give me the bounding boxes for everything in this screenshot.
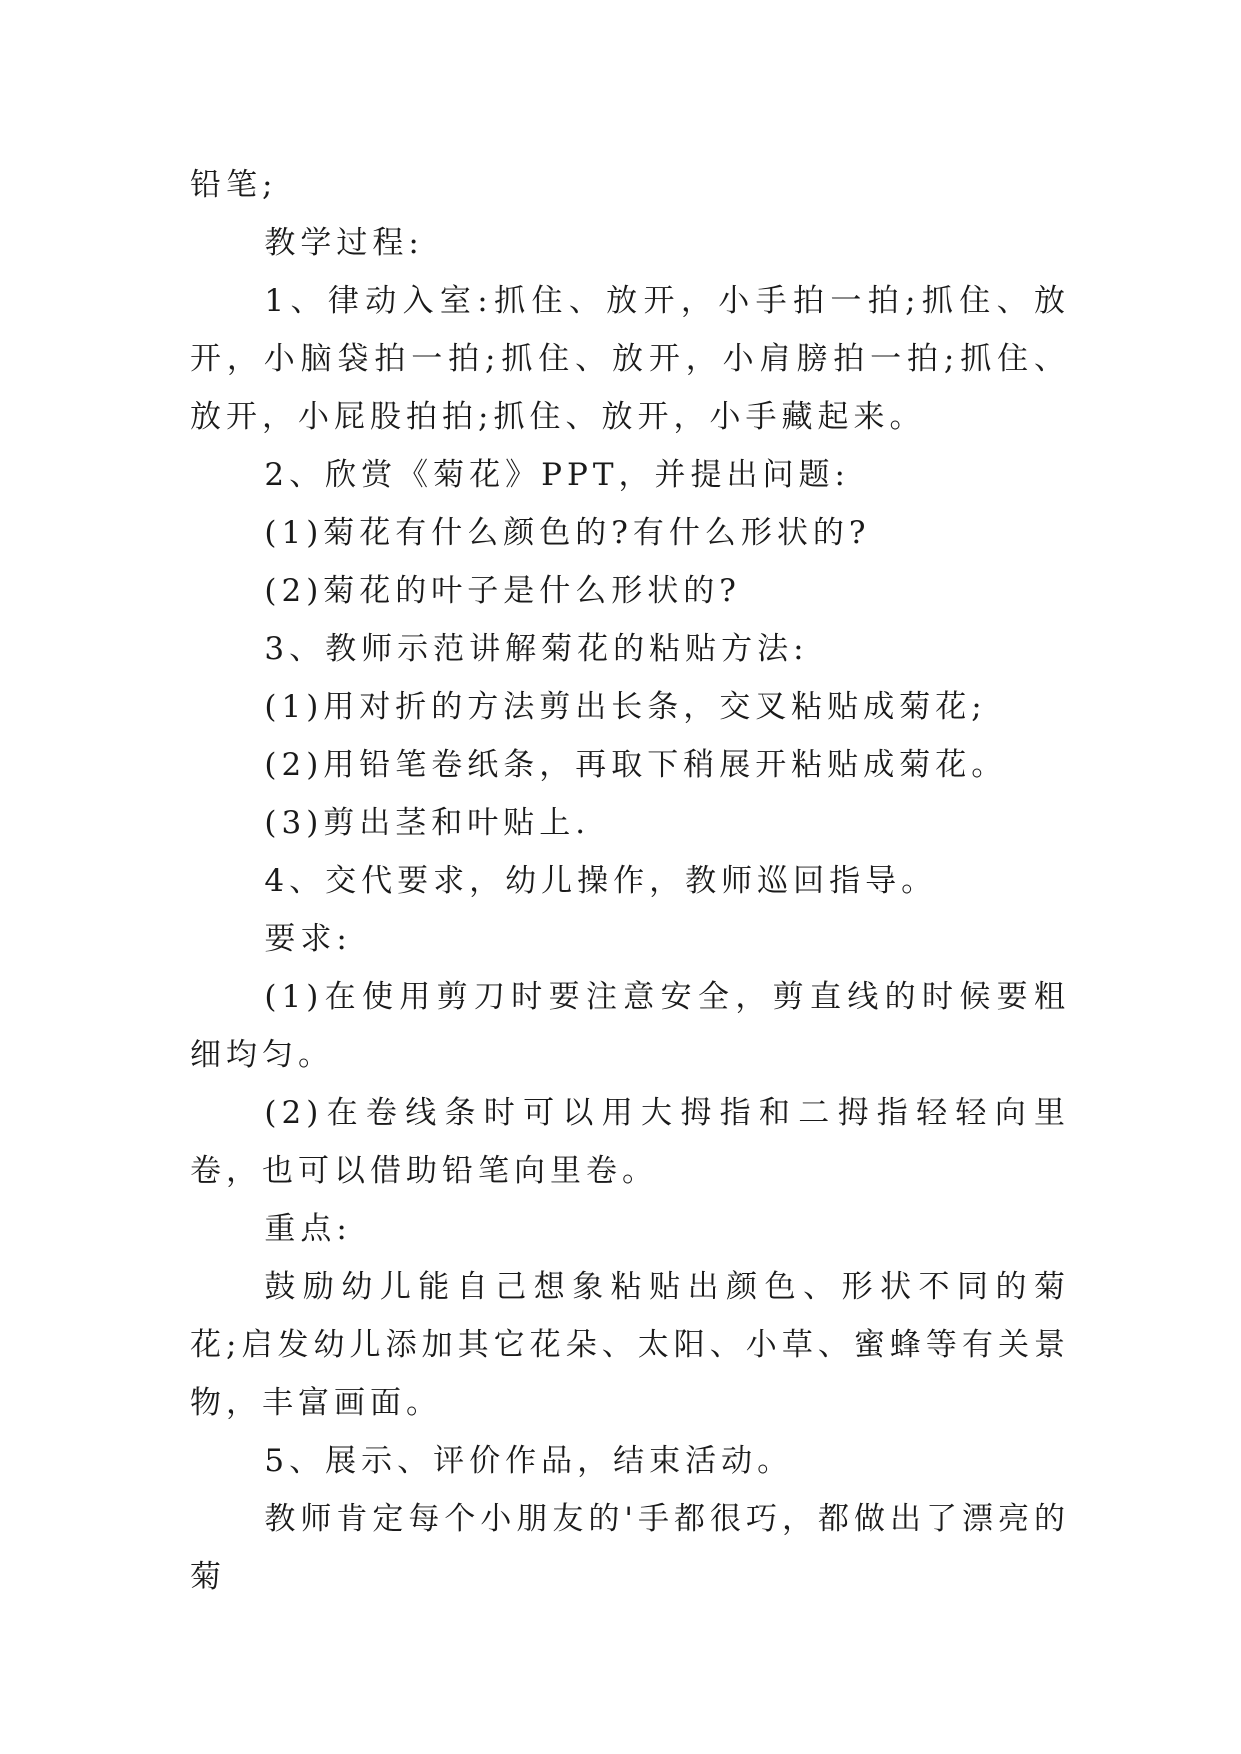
paragraph-requirement-1: (1)在使用剪刀时要注意安全，剪直线的时候要粗细均匀。 <box>190 979 1070 1073</box>
heading-requirements: 要求: <box>264 921 352 957</box>
paragraph-question-1: (1)菊花有什么颜色的?有什么形状的? <box>264 515 871 551</box>
paragraph-method-3: (3)剪出茎和叶贴上. <box>264 805 591 841</box>
paragraph-step-2: 2、欣赏《菊花》PPT，并提出问题: <box>264 457 850 493</box>
paragraph-closing: 教师肯定每个小朋友的'手都很巧，都做出了漂亮的菊 <box>190 1501 1070 1595</box>
paragraph-continuation: 铅笔; <box>190 167 278 203</box>
heading-teaching-process: 教学过程: <box>264 225 424 261</box>
paragraph-requirement-2: (2)在卷线条时可以用大拇指和二拇指轻轻向里卷，也可以借助铅笔向里卷。 <box>190 1095 1070 1189</box>
paragraph-step-4: 4、交代要求，幼儿操作，教师巡回指导。 <box>264 863 938 899</box>
paragraph-step-5: 5、展示、评价作品，结束活动。 <box>264 1443 794 1479</box>
heading-key-points: 重点: <box>264 1211 352 1247</box>
paragraph-key-points: 鼓励幼儿能自己想象粘贴出颜色、形状不同的菊花;启发幼儿添加其它花朵、太阳、小草、蜜蜂等有关景物，丰富画面。 <box>190 1269 1070 1421</box>
document-body <box>190 156 1070 1606</box>
paragraph-question-2: (2)菊花的叶子是什么形状的? <box>264 573 741 609</box>
paragraph-step-3: 3、教师示范讲解菊花的粘贴方法: <box>264 631 809 667</box>
paragraph-method-1: (1)用对折的方法剪出长条，交叉粘贴成菊花; <box>264 689 987 725</box>
paragraph-step-1: 1、律动入室:抓住、放开，小手拍一拍;抓住、放开，小脑袋拍一拍;抓住、放开，小肩膀拍一拍;抓住、放开，小屁股拍拍;抓住、放开，小手藏起来。 <box>190 283 1070 435</box>
paragraph-method-2: (2)用铅笔卷纸条，再取下稍展开粘贴成菊花。 <box>264 747 1008 783</box>
